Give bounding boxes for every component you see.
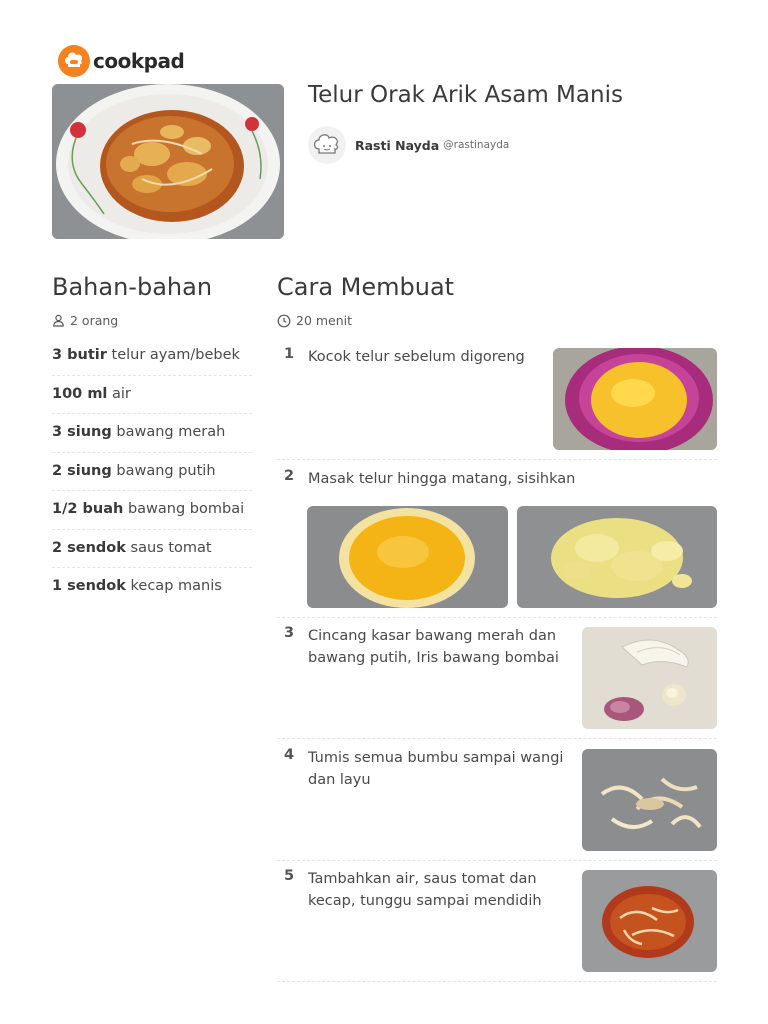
- step-photo[interactable]: [582, 870, 717, 972]
- step-photo[interactable]: [553, 348, 717, 450]
- ingredient-qty: 1 sendok: [52, 578, 126, 594]
- step-number: 4: [284, 747, 295, 763]
- ingredient-qty: 2 sendok: [52, 539, 126, 556]
- recipe-title: Telur Orak Arik Asam Manis: [308, 82, 623, 108]
- author-name[interactable]: Rasti Nayda: [355, 137, 440, 153]
- chef-hat-icon: [58, 45, 90, 77]
- ingredient-qty: 3 butir: [52, 347, 107, 363]
- ingredient-item: [52, 414, 252, 453]
- ingredient-item: [52, 337, 252, 376]
- step-1: [277, 346, 717, 460]
- duration-meta: [277, 313, 352, 328]
- step-text: Masak telur hingga matang, sisihkan: [308, 471, 576, 487]
- ingredient-item: [52, 376, 252, 415]
- step-5: [277, 868, 717, 982]
- ingredient-item: [52, 491, 252, 530]
- ingredient-name: saus tomat: [130, 539, 212, 556]
- ingredient-item: [52, 453, 252, 492]
- step-4: [277, 747, 717, 861]
- ingredient-name: bawang merah: [116, 424, 226, 440]
- duration-text: 20 menit: [296, 313, 353, 328]
- ingredient-qty: 2 siung: [52, 462, 112, 479]
- logo-text: cookpad: [93, 49, 185, 73]
- step-number: 3: [284, 625, 295, 641]
- step-3: [277, 625, 717, 739]
- cookpad-logo[interactable]: [58, 45, 184, 77]
- step-photo[interactable]: [517, 506, 717, 608]
- ingredient-qty: 3 siung: [52, 424, 112, 440]
- ingredient-name: telur ayam/bebek: [111, 347, 240, 363]
- step-photo[interactable]: [307, 506, 508, 608]
- step-number: 2: [284, 468, 295, 484]
- step-text: Kocok telur sebelum digoreng: [308, 349, 525, 365]
- chef-avatar-icon: [308, 126, 346, 164]
- step-text: Tumis semua bumbu sampai wangi dan layu: [308, 750, 564, 788]
- clock-icon: [277, 314, 291, 328]
- recipe-hero-image: [52, 84, 284, 239]
- step-number: 5: [284, 868, 295, 884]
- step-text: Tambahkan air, saus tomat dan kecap, tunggu sampai mendidih: [308, 871, 542, 909]
- servings-text: 2 orang: [70, 313, 119, 328]
- ingredient-name: bawang bombai: [127, 501, 245, 517]
- ingredient-name: kecap manis: [130, 578, 222, 594]
- step-text: Cincang kasar bawang merah dan bawang putih, Iris bawang bombai: [308, 628, 559, 666]
- ingredients-list: [52, 337, 252, 606]
- author-info[interactable]: [308, 126, 509, 164]
- step-photo[interactable]: [582, 749, 717, 851]
- ingredient-item: [52, 530, 252, 569]
- ingredient-qty: 1/2 buah: [52, 501, 124, 517]
- ingredient-name: air: [112, 385, 131, 402]
- servings-meta: [52, 313, 118, 328]
- ingredient-item: [52, 568, 252, 606]
- person-icon: [52, 314, 65, 327]
- step-2: [277, 468, 717, 618]
- ingredient-name: bawang putih: [116, 462, 216, 479]
- steps-heading: Cara Membuat: [277, 273, 455, 301]
- ingredients-heading: Bahan-bahan: [52, 273, 213, 301]
- author-handle[interactable]: @rastinayda: [443, 139, 510, 151]
- ingredient-qty: 100 ml: [52, 385, 108, 402]
- step-number: 1: [284, 346, 295, 362]
- step-photo[interactable]: [582, 627, 717, 729]
